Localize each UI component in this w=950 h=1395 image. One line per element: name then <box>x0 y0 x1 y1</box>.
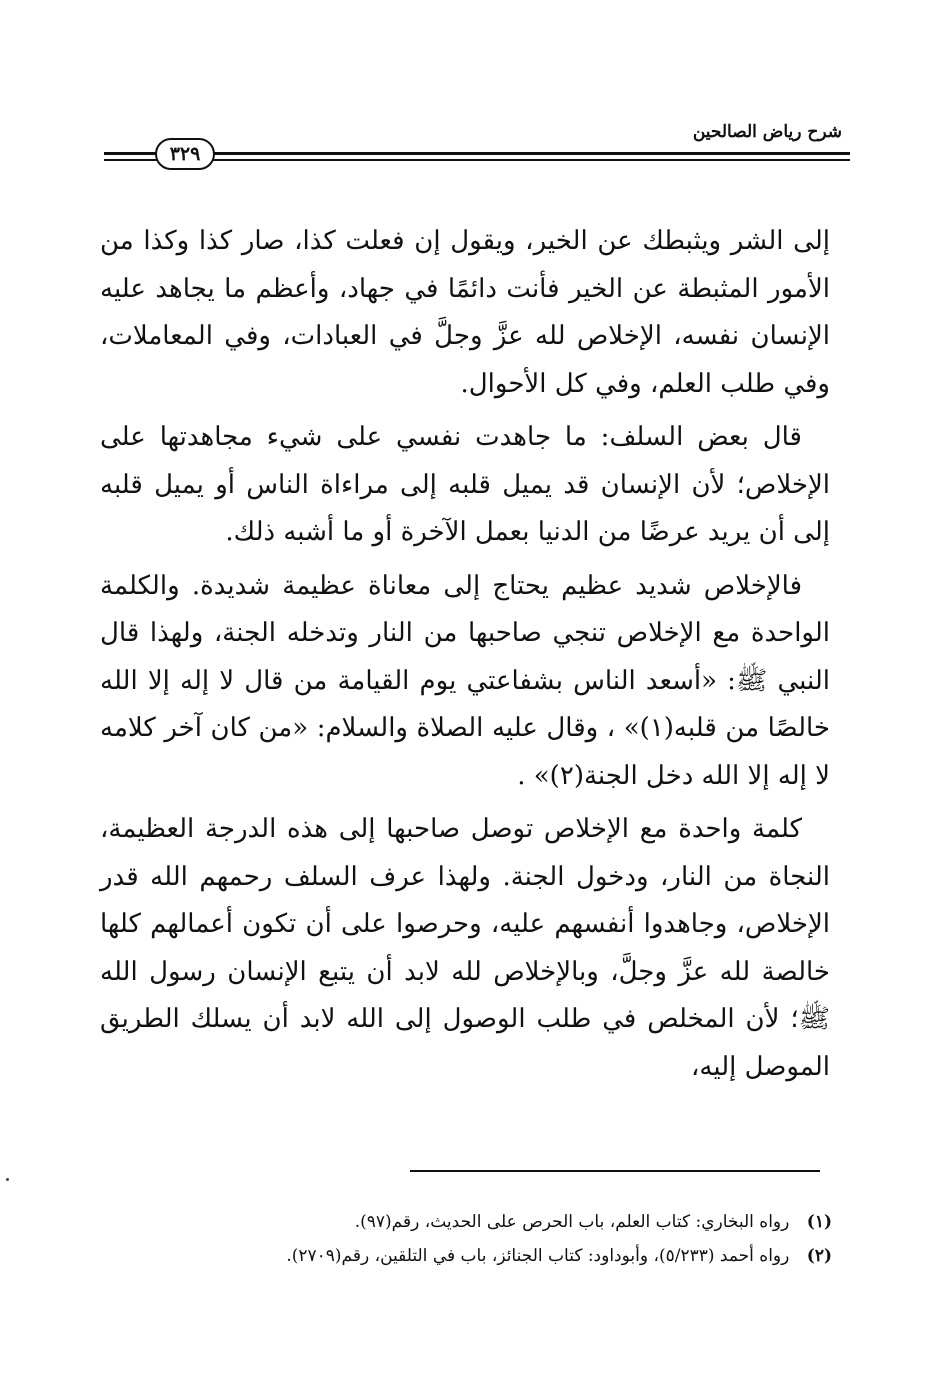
paragraph-2: قال بعض السلف: ما جاهدت نفسي على شيء مجاهدتها على الإخلاص؛ لأن الإنسان قد يميل قلبه إلى مراءاة الناس أو يميل قلبه إلى أن يريد عرضًا من الدنيا بعمل الآخرة أو ما أشبه ذلك. <box>100 422 830 547</box>
footnote-separator <box>410 1170 820 1172</box>
header-rule-thin-line <box>104 159 850 161</box>
running-title: شرح رياض الصالحين <box>692 122 842 142</box>
footnote-text: رواه البخاري: كتاب العلم، باب الحرص على الحديث، رقم(٩٧). <box>354 1212 790 1232</box>
page-number-badge: ٣٢٩ <box>155 138 215 170</box>
footnote-2 <box>232 1239 832 1273</box>
header-rule-thick-line <box>104 152 850 155</box>
paragraph-4: كلمة واحدة مع الإخلاص توصل صاحبها إلى هذه الدرجة العظيمة، النجاة من النار، ودخول الجنة. ولهذا عرف السلف رحمهم الله قدر الإخلاص، وجاهدوا أنفسهم عليه، وحرصوا على أن تكون أعمالهم كلها خالصة لله عزَّ وجلَّ، وبالإخلاص لله لابد أن يتبع الإنسان رسول الله ﷺ؛ لأن المخلص في طلب الوصول إلى الله لابد أن يسلك الطريق الموصل إليه، <box>100 814 830 1082</box>
footnote-number: (٢) <box>806 1246 832 1266</box>
paragraph-1: إلى الشر ويثبطك عن الخير، ويقول إن فعلت كذا، صار كذا وكذا من الأمور المثبطة عن الخير فأنت دائمًا في جهاد، وأعظم ما يجاهد عليه الإنسان نفسه، الإخلاص لله عزَّ وجلَّ في العبادات، وفي المعاملات، وفي طلب العلم، وفي كل الأحوال. <box>100 226 830 399</box>
footnote-text: رواه أحمد (٥/٢٣٣)، وأبوداود: كتاب الجنائز، باب في التلقين، رقم(٢٧٠٩). <box>286 1246 790 1266</box>
footnote-1 <box>232 1205 832 1239</box>
paragraph-3: فالإخلاص شديد عظيم يحتاج إلى معاناة عظيمة شديدة. والكلمة الواحدة مع الإخلاص تنجي صاحبها من النار وتدخله الجنة، ولهذا قال النبي ﷺ: «أسعد الناس بشفاعتي يوم القيامة من قال لا إله إلا الله خالصًا من قلبه(١)» ، وقال عليه الصلاة والسلام: «من كان آخر كلامه لا إله إلا الله دخل الجنة(٢)» . <box>100 570 830 791</box>
scan-speck <box>6 1178 9 1181</box>
header-rule <box>104 152 850 164</box>
body-text <box>100 218 830 1097</box>
footnotes <box>232 1205 832 1273</box>
footnote-number: (١) <box>806 1212 832 1232</box>
